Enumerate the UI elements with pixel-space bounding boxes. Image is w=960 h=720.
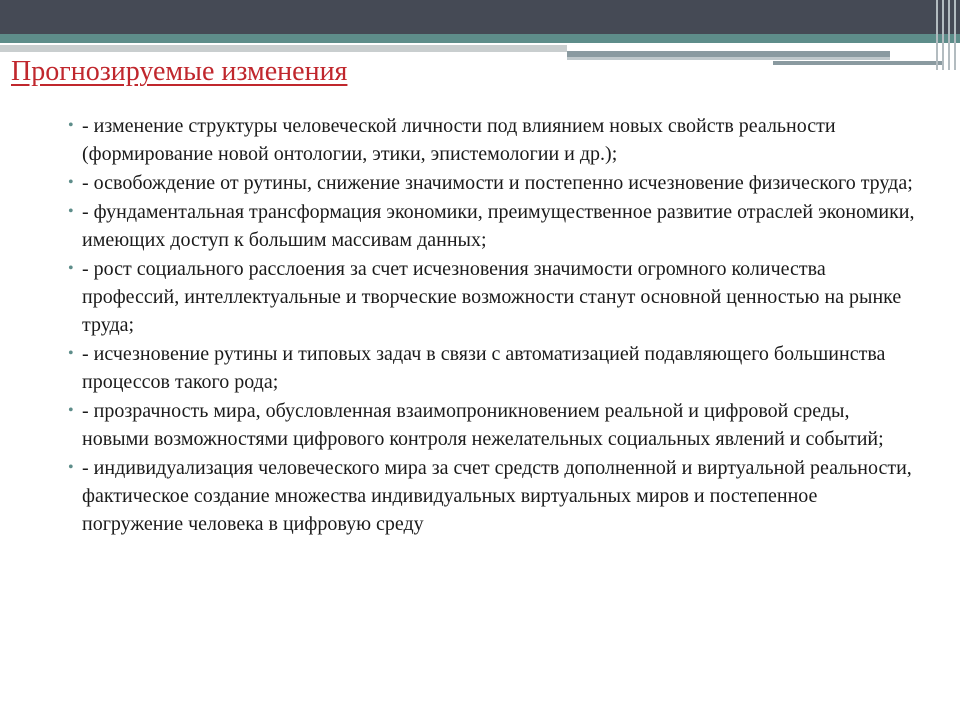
bullet-text: - фундаментальная трансформация экономики, преимущественное развитие отраслей экономики, имеющих доступ к большим массивам данных; xyxy=(82,201,915,251)
slide-content xyxy=(68,112,918,539)
bullet-item xyxy=(68,255,918,339)
bullet-text: - освобождение от рутины, снижение значимости и постепенно исчезновение физического труда; xyxy=(82,172,913,194)
bullet-icon: • xyxy=(68,260,74,277)
bullet-item xyxy=(68,454,918,538)
bullet-text: - изменение структуры человеческой личности под влиянием новых свойств реальности (формирование новой онтологии, этики, эпистемологии и др.); xyxy=(82,115,836,165)
bullet-text: - рост социального расслоения за счет исчезновения значимости огромного количества профессий, интеллектуальные и творческие возможности станут основной ценностью на рынке труда; xyxy=(82,258,902,336)
stripe xyxy=(936,0,938,70)
header-accent-bars xyxy=(567,45,960,67)
bullet-item xyxy=(68,169,918,197)
bullet-text: - индивидуализация человеческого мира за счет средств дополненной и виртуальной реальности, фактическое создание множества индивидуальных виртуальных миров и постепенное погружение человека в цифровую среду xyxy=(82,457,912,535)
bullet-item xyxy=(68,198,918,254)
header-vertical-stripes xyxy=(932,0,960,70)
bullet-item xyxy=(68,397,918,453)
slide-title: Прогнозируемые изменения xyxy=(11,56,348,87)
bullet-item xyxy=(68,112,918,168)
bullet-item xyxy=(68,340,918,396)
bullet-icon: • xyxy=(68,459,74,476)
bullet-list xyxy=(68,112,918,538)
bullet-icon: • xyxy=(68,203,74,220)
bullet-icon: • xyxy=(68,117,74,134)
bullet-icon: • xyxy=(68,345,74,362)
stripe xyxy=(942,0,944,70)
stripe xyxy=(948,0,950,70)
header-dark-band xyxy=(0,0,960,34)
bullet-icon: • xyxy=(68,174,74,191)
accent-bar xyxy=(773,61,943,65)
bullet-icon: • xyxy=(68,402,74,419)
stripe xyxy=(954,0,956,70)
header-teal-band xyxy=(0,34,960,43)
bullet-text: - исчезновение рутины и типовых задач в связи с автоматизацией подавляющего большинства процессов такого рода; xyxy=(82,343,886,393)
accent-bar xyxy=(567,57,890,60)
bullet-text: - прозрачность мира, обусловленная взаимопроникновением реальной и цифровой среды, новыми возможностями цифрового контроля нежелательных социальных явлений и событий; xyxy=(82,400,884,450)
